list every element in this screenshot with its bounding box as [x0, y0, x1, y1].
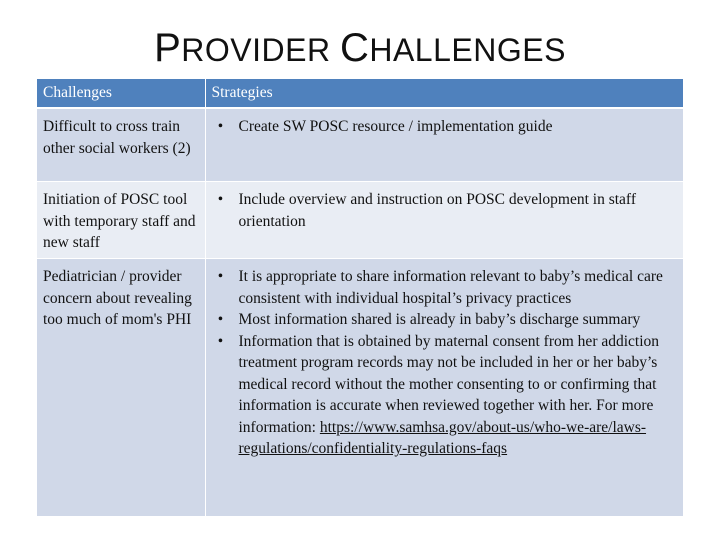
- strategies-cell: [205, 108, 683, 182]
- strategy-text: Information that is obtained by maternal consent from her addiction treatment program records may not be included in her or her baby’s medical record without the mother consenting to or confirming that information is accurate when reviewed together with her. For more information:: [238, 332, 660, 436]
- table-row: [37, 259, 683, 517]
- challenge-cell: Difficult to cross train other social workers (2): [37, 108, 205, 182]
- strategy-item: [217, 189, 678, 232]
- strategy-text: Include overview and instruction on POSC development in staff orientation: [238, 191, 636, 230]
- strategy-item: [217, 331, 678, 460]
- challenge-cell: Pediatrician / provider concern about revealing too much of mom's PHI: [37, 259, 205, 517]
- bullet-icon: •: [217, 311, 224, 328]
- challenge-cell: Initiation of POSC tool with temporary staff and new staff: [37, 182, 205, 259]
- title-initial-p: P: [154, 26, 182, 70]
- strategy-list: [212, 116, 678, 138]
- header-strategies: Strategies: [205, 79, 683, 108]
- strategy-list: [212, 189, 678, 232]
- strategy-text: Most information shared is already in baby’s discharge summary: [238, 311, 641, 328]
- bullet-icon: •: [217, 332, 224, 350]
- strategy-list: [212, 266, 678, 460]
- title-rest-provider: ROVIDER: [181, 32, 340, 68]
- strategy-text: Create SW POSC resource / implementation guide: [238, 118, 553, 135]
- title-rest-challenges: HALLENGES: [369, 32, 566, 68]
- table-header-row: [37, 79, 683, 108]
- challenges-strategies-table: [37, 79, 683, 516]
- bullet-icon: •: [217, 191, 224, 208]
- strategy-item: [217, 116, 678, 138]
- samhsa-faq-link[interactable]: https://www.samhsa.gov/about-us/who-we-are/laws-regulations/confidentiality-regulations-faqs: [238, 418, 647, 457]
- strategies-cell: [205, 259, 683, 517]
- strategy-text: It is appropriate to share information relevant to baby’s medical care consistent with individual hospital’s privacy practices: [238, 268, 663, 307]
- strategy-item: [217, 266, 678, 309]
- bullet-icon: •: [217, 268, 224, 285]
- title-initial-c: C: [339, 26, 370, 70]
- slide-title: [0, 22, 720, 76]
- table-row: [37, 108, 683, 182]
- strategy-item: [217, 309, 678, 331]
- table-row: [37, 182, 683, 259]
- strategies-cell: [205, 182, 683, 259]
- bullet-icon: •: [217, 118, 224, 135]
- header-challenges: Challenges: [37, 79, 205, 108]
